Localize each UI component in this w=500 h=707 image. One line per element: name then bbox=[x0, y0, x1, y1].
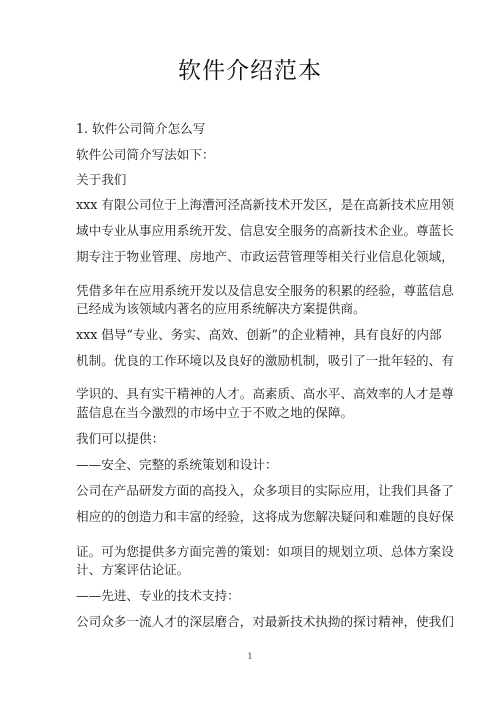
text-line: 机制。优良的工作环境以及良好的激励机制，吸引了一批年轻的、有 bbox=[76, 353, 454, 368]
text-line: 软件公司简介写法如下： bbox=[76, 147, 215, 162]
text-line: 公司在产品研发方面的高投入，众多项目的实际应用，让我们具备了 bbox=[76, 483, 454, 498]
document-title: 软件介绍范本 bbox=[178, 58, 322, 84]
text-line: 1. 软件公司简介怎么写 bbox=[76, 121, 206, 136]
text-line: ——先进、专业的技术支持： bbox=[76, 588, 240, 603]
page-number: 1 bbox=[247, 652, 253, 661]
text-line: 公司众多一流人才的深层磨合，对最新技术执拗的探讨精神，使我们 bbox=[76, 614, 454, 629]
text-line: 已经成为该领域内著名的应用系统解决方案提供商。 bbox=[76, 301, 366, 316]
text-line: 域中专业从事应用系统开发、信息安全服务的高新技术企业。尊蓝长 bbox=[76, 223, 454, 238]
text-line: 我们可以提供： bbox=[76, 431, 165, 446]
text-line: 学识的、具有实干精神的人才。高素质、高水平、高效率的人才是尊 bbox=[76, 386, 454, 401]
text-line: 蓝信息在当今激烈的市场中立于不败之地的保障。 bbox=[76, 405, 354, 420]
text-line: 证。可为您提供多方面完善的策划：如项目的规划立项、总体方案设 bbox=[76, 544, 454, 559]
text-line: xxx 倡导“专业、务实、高效、创新”的企业精神，具有良好的内部 bbox=[76, 327, 442, 342]
text-line: 计、方案评估论证。 bbox=[76, 562, 190, 577]
text-line: xxx 有限公司位于上海漕河泾高新技术开发区，是在高新技术应用领 bbox=[76, 197, 454, 212]
text-line: 相应的的创造力和丰富的经验，这将成为您解决疑问和难题的良好保 bbox=[76, 509, 454, 524]
text-line: ——安全、完整的系统策划和设计： bbox=[76, 457, 278, 472]
text-line: 凭借多年在应用系统开发以及信息安全服务的积累的经验，尊蓝信息 bbox=[76, 283, 454, 298]
text-line: 关于我们 bbox=[76, 172, 127, 187]
text-line: 期专注于物业管理、房地产、市政运营管理等相关行业信息化领域， bbox=[76, 249, 454, 264]
